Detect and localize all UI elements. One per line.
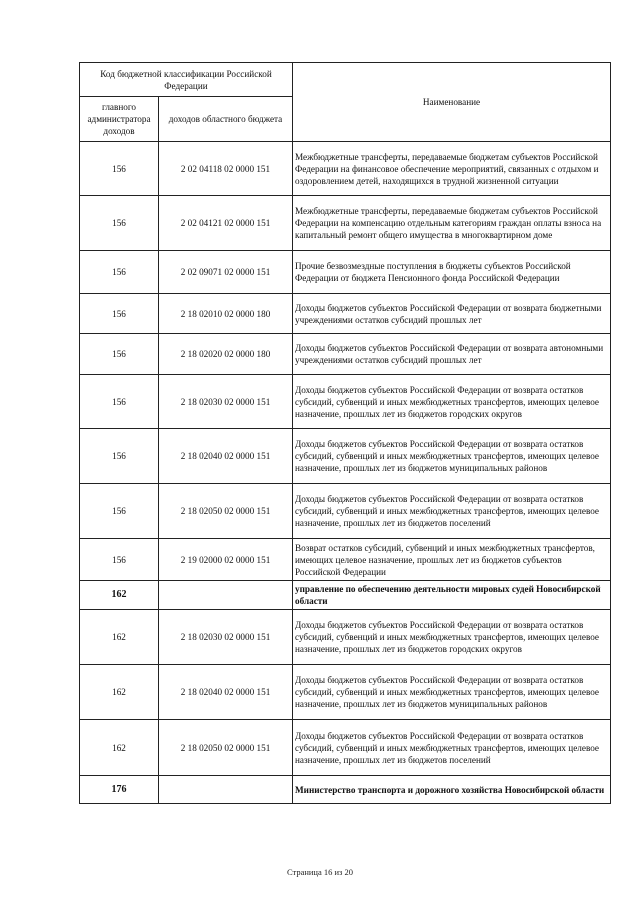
row-admin-code: 156 xyxy=(80,334,159,375)
budget-classification-table xyxy=(79,62,611,804)
row-name: Доходы бюджетов субъектов Российской Федерации от возврата остатков субсидий, субвенций и иных межбюджетных трансфертов, имеющих целевое назначение, прошлых лет из бюджетов поселений xyxy=(293,720,611,776)
row-admin-code: 156 xyxy=(80,484,159,539)
row-income-code: 2 02 04121 02 0000 151 xyxy=(159,196,293,251)
table-row xyxy=(80,484,611,539)
row-income-code: 2 18 02050 02 0000 151 xyxy=(159,484,293,539)
row-name: Доходы бюджетов субъектов Российской Федерации от возврата автономными учреждениями остатков субсидий прошлых лет xyxy=(293,334,611,375)
row-admin-code: 156 xyxy=(80,251,159,294)
row-name: Доходы бюджетов субъектов Российской Федерации от возврата остатков субсидий, субвенций и иных межбюджетных трансфертов, имеющих целевое назначение, прошлых лет из бюджетов муниципальных районов xyxy=(293,429,611,484)
table-row xyxy=(80,196,611,251)
table-row-group xyxy=(80,581,611,610)
row-income-code: 2 18 02020 02 0000 180 xyxy=(159,334,293,375)
table-row xyxy=(80,610,611,665)
row-name: Доходы бюджетов субъектов Российской Федерации от возврата остатков субсидий, субвенций и иных межбюджетных трансфертов, имеющих целевое назначение, прошлых лет из бюджетов муниципальных районов xyxy=(293,665,611,720)
row-admin-code: 156 xyxy=(80,429,159,484)
row-income-code: 2 02 04118 02 0000 151 xyxy=(159,142,293,196)
header-name: Наименование xyxy=(293,63,611,142)
row-income-code xyxy=(159,776,293,804)
row-admin-code: 162 xyxy=(80,610,159,665)
table-row xyxy=(80,375,611,429)
row-admin-code: 162 xyxy=(80,720,159,776)
page-number: Страница 16 из 20 xyxy=(286,867,354,877)
row-income-code: 2 02 09071 02 0000 151 xyxy=(159,251,293,294)
row-income-code: 2 18 02040 02 0000 151 xyxy=(159,429,293,484)
row-income-code: 2 18 02030 02 0000 151 xyxy=(159,375,293,429)
row-income-code: 2 19 02000 02 0000 151 xyxy=(159,539,293,581)
table-row-group xyxy=(80,776,611,804)
table-row xyxy=(80,251,611,294)
row-name: Межбюджетные трансферты, передаваемые бюджетам субъектов Российской Федерации на финансовое обеспечение мероприятий, связанных с отдыхом и оздоровлением детей, находящихся в трудной жизненной ситуации xyxy=(293,142,611,196)
table-body xyxy=(80,142,611,804)
row-admin-code: 156 xyxy=(80,196,159,251)
row-name: Межбюджетные трансферты, передаваемые бюджетам субъектов Российской Федерации на компенсацию отдельным категориям граждан оплаты взноса на капитальный ремонт общего имущества в многоквартирном доме xyxy=(293,196,611,251)
row-admin-code: 162 xyxy=(80,581,159,610)
header-row-top xyxy=(80,63,611,97)
table-row xyxy=(80,539,611,581)
row-name: Министерство транспорта и дорожного хозяйства Новосибирской области xyxy=(293,776,611,804)
table-row xyxy=(80,142,611,196)
row-name: Доходы бюджетов субъектов Российской Федерации от возврата остатков субсидий, субвенций и иных межбюджетных трансфертов, имеющих целевое назначение, прошлых лет из бюджетов городских округов xyxy=(293,375,611,429)
header-income: доходов областного бюджета xyxy=(159,97,293,142)
row-income-code xyxy=(159,581,293,610)
row-admin-code: 156 xyxy=(80,294,159,334)
row-name: Доходы бюджетов субъектов Российской Федерации от возврата бюджетными учреждениями остатков субсидий прошлых лет xyxy=(293,294,611,334)
row-name: Возврат остатков субсидий, субвенций и иных межбюджетных трансфертов, имеющих целевое назначение, прошлых лет из бюджетов субъектов Российской Федерации xyxy=(293,539,611,581)
table-row xyxy=(80,294,611,334)
row-income-code: 2 18 02010 02 0000 180 xyxy=(159,294,293,334)
row-admin-code: 156 xyxy=(80,142,159,196)
row-income-code: 2 18 02030 02 0000 151 xyxy=(159,610,293,665)
row-name: Доходы бюджетов субъектов Российской Федерации от возврата остатков субсидий, субвенций и иных межбюджетных трансфертов, имеющих целевое назначение, прошлых лет из бюджетов поселений xyxy=(293,484,611,539)
table-row xyxy=(80,429,611,484)
row-income-code: 2 18 02040 02 0000 151 xyxy=(159,665,293,720)
row-name: управление по обеспечению деятельности мировых судей Новосибирской области xyxy=(293,581,611,610)
table-row xyxy=(80,665,611,720)
row-admin-code: 162 xyxy=(80,665,159,720)
row-admin-code: 156 xyxy=(80,375,159,429)
header-admin: главного администратора доходов xyxy=(80,97,159,142)
table-row xyxy=(80,720,611,776)
table-row xyxy=(80,334,611,375)
row-name: Доходы бюджетов субъектов Российской Федерации от возврата остатков субсидий, субвенций и иных межбюджетных трансфертов, имеющих целевое назначение, прошлых лет из бюджетов городских округов xyxy=(293,610,611,665)
row-name: Прочие безвозмездные поступления в бюджеты субъектов Российской Федерации от бюджета Пенсионного фонда Российской Федерации xyxy=(293,251,611,294)
row-admin-code: 156 xyxy=(80,539,159,581)
header-code-group: Код бюджетной классификации Российской Федерации xyxy=(80,63,293,97)
row-admin-code: 176 xyxy=(80,776,159,804)
row-income-code: 2 18 02050 02 0000 151 xyxy=(159,720,293,776)
